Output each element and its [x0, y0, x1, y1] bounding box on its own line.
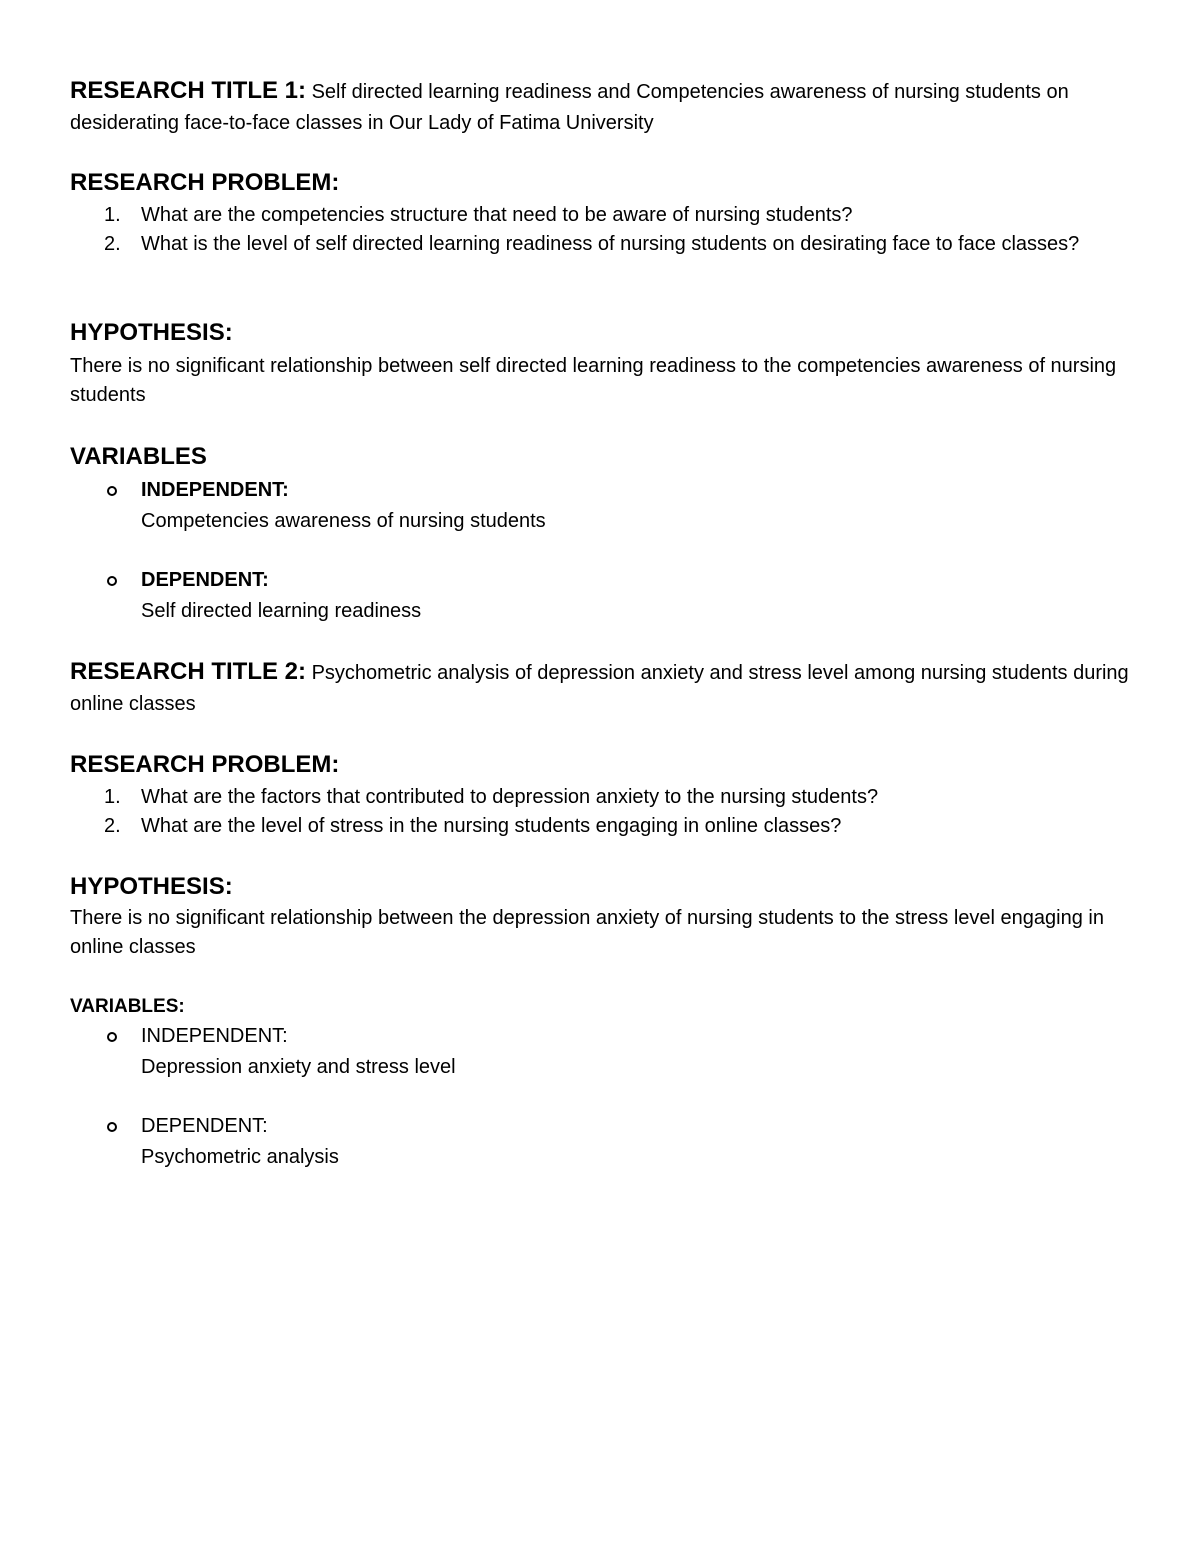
research2-independent [104, 1021, 1134, 1083]
bullet-icon [107, 576, 117, 586]
list-text: What are the factors that contributed to depression anxiety to the nursing students? [141, 786, 879, 808]
list-text: What is the level of self directed learning readiness of nursing students on desirating face to face classes? [141, 233, 1080, 255]
variable-value: Depression anxiety and stress level [141, 1056, 456, 1078]
research2-problem-heading: RESEARCH PROBLEM: [70, 751, 340, 778]
list-number: 2. [104, 233, 121, 255]
research1-hypothesis-heading: HYPOTHESIS: [70, 319, 233, 346]
variable-label: INDEPENDENT: [141, 479, 289, 501]
research2-problem-1 [104, 783, 1134, 812]
variable-label: DEPENDENT: [141, 569, 269, 591]
research2-hypothesis-heading: HYPOTHESIS: [70, 873, 233, 900]
research1-problem-2 [104, 230, 1134, 259]
variable-label: DEPENDENT: [141, 1115, 268, 1137]
research2-title-label: RESEARCH TITLE 2: [70, 658, 307, 685]
research1-hypothesis-text: There is no significant relationship between self directed learning readiness to the competencies awareness of nursing students [70, 355, 1117, 406]
bullet-icon [107, 1032, 117, 1042]
research1-independent [104, 475, 1134, 537]
list-number: 1. [104, 204, 121, 226]
research1-variables-heading: VARIABLES [70, 443, 207, 470]
research2-problem-2 [104, 812, 1134, 841]
research2-title [70, 656, 1140, 720]
variable-value: Self directed learning readiness [141, 600, 422, 622]
research1-title [70, 75, 1140, 139]
list-number: 1. [104, 786, 121, 808]
research1-title-text: Self directed learning readiness and Competencies awareness of nursing students on desiderating face-to-face classes in Our Lady of Fatima University [70, 81, 1069, 134]
research1-problem-1 [104, 201, 1134, 230]
bullet-icon [107, 486, 117, 496]
variable-label: INDEPENDENT: [141, 1025, 288, 1047]
list-number: 2. [104, 815, 121, 837]
research1-dependent [104, 565, 1134, 627]
list-text: What are the level of stress in the nursing students engaging in online classes? [141, 815, 842, 837]
bullet-icon [107, 1122, 117, 1132]
research1-title-label: RESEARCH TITLE 1: [70, 77, 307, 104]
research2-dependent [104, 1111, 1134, 1173]
list-text: What are the competencies structure that need to be aware of nursing students? [141, 204, 853, 226]
variable-value: Competencies awareness of nursing students [141, 510, 546, 532]
variable-value: Psychometric analysis [141, 1146, 339, 1168]
research2-variables-heading: VARIABLES: [70, 996, 185, 1017]
research1-problem-heading: RESEARCH PROBLEM: [70, 169, 340, 196]
research2-hypothesis-text: There is no significant relationship between the depression anxiety of nursing students to the stress level engaging in online classes [70, 907, 1104, 958]
research2-title-text: Psychometric analysis of depression anxiety and stress level among nursing students during online classes [70, 662, 1129, 715]
